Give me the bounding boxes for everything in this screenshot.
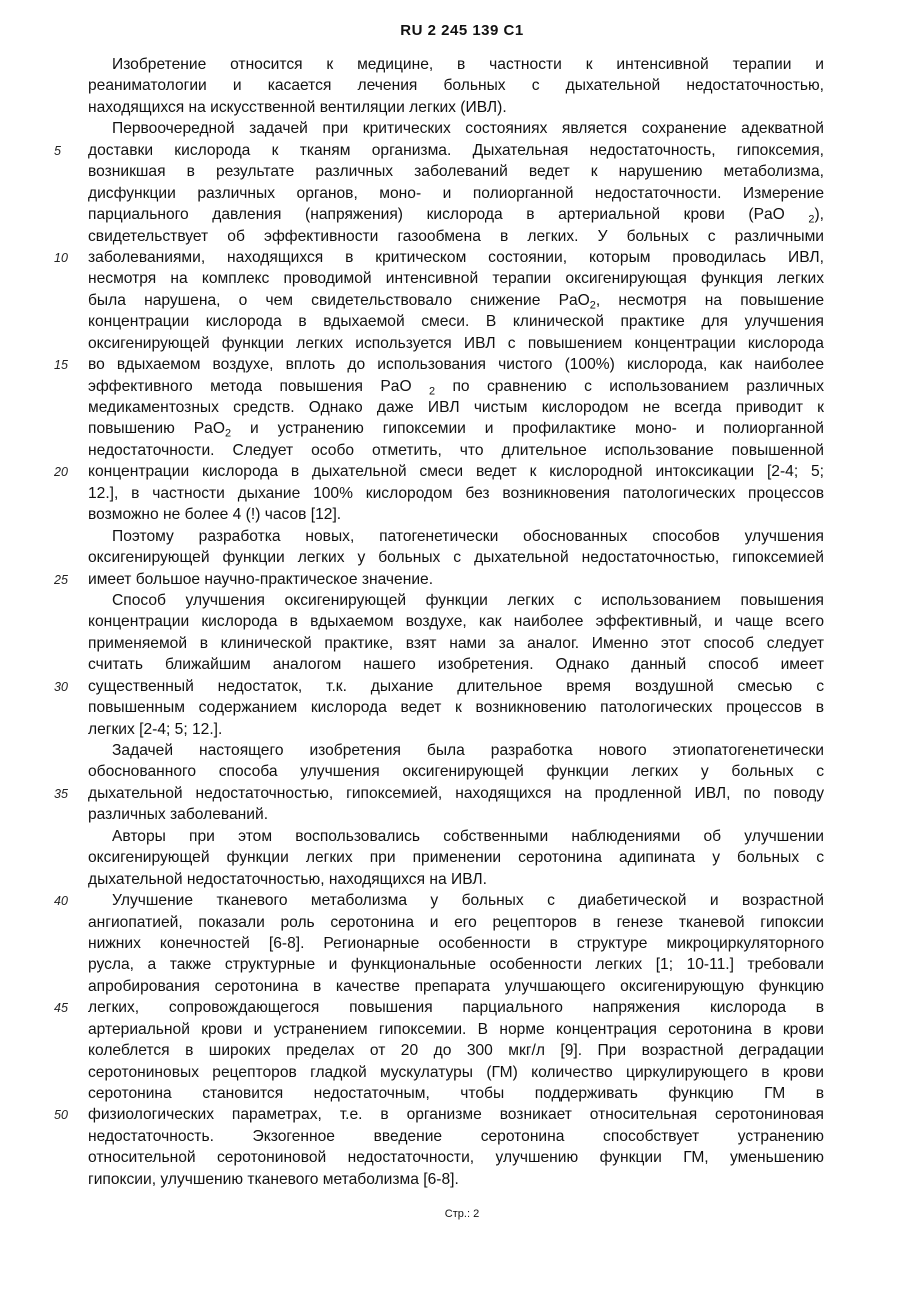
line-text: находящихся на искусственной вентиляции легких (ИВЛ). xyxy=(88,98,507,116)
line-text: недостаточность. Экзогенное введение серотонина способствует устранению xyxy=(88,1127,824,1145)
line-number: 40 xyxy=(54,894,68,909)
text-line xyxy=(54,569,824,590)
text-line xyxy=(88,719,824,740)
text-line xyxy=(88,268,824,289)
text-line xyxy=(88,954,824,975)
text-line xyxy=(88,440,824,461)
line-text: оксигенирующей функции легких у больных с дыхательной недостаточностью, гипоксемией xyxy=(88,549,824,567)
text-line xyxy=(88,697,824,718)
text-line xyxy=(88,933,824,954)
text-line xyxy=(88,869,824,890)
line-text: дисфункции различных органов, моно- и полиорганной недостаточности. Измерение xyxy=(88,184,824,202)
text-line xyxy=(88,611,824,632)
text-line xyxy=(88,1126,824,1147)
line-text: Задачей настоящего изобретения была разработка нового этиопатогенетически xyxy=(112,742,824,759)
text-line xyxy=(88,526,824,547)
line-text: медикаментозных средств. Однако даже ИВЛ чистым кислородом не всегда приводит к xyxy=(88,399,824,416)
text-line xyxy=(88,204,824,225)
line-text: повышению PaO$_2$ и устранению гипоксемии и профилактике моно- и полиорганной xyxy=(88,420,824,440)
line-text: серотонина становится недостаточным, чтобы поддерживать функцию ГМ в xyxy=(88,1085,824,1102)
line-text: артериальной крови и устранением гипоксемии. В норме концентрация серотонина в крови xyxy=(88,1020,824,1038)
text-line xyxy=(88,826,824,847)
line-number: 15 xyxy=(54,358,68,373)
text-line xyxy=(88,97,824,118)
patent-number-header: RU 2 245 139 C1 xyxy=(400,22,524,39)
line-text: физиологических параметрах, т.е. в организме возникает относительная серотониновая xyxy=(88,1106,824,1124)
line-text: 12.], в частности дыхание 100% кислородом без возникновения патологических процессов xyxy=(88,484,824,502)
text-line xyxy=(88,654,824,675)
line-text: применяемой в клинической практике, взят нами за аналог. Именно этот способ следует xyxy=(88,634,824,652)
line-text: русла, а также структурные и функциональные особенности легких [1; 10-11.] требовали xyxy=(88,956,824,974)
line-number: 30 xyxy=(54,679,68,694)
line-text: считать ближайшим аналогом нашего изобретения. Однако данный способ имеет xyxy=(88,656,824,674)
text-line xyxy=(88,290,824,311)
text-line xyxy=(88,1147,824,1168)
line-text: несмотря на комплекс проводимой интенсивной терапии оксигенирующая функция легких xyxy=(88,270,824,288)
line-text: Поэтому разработка новых, патогенетически обоснованных способов улучшения xyxy=(112,527,824,545)
line-text: Изобретение относится к медицине, в частности к интенсивной терапии и xyxy=(112,56,824,73)
line-text: концентрации кислорода в вдыхаемом воздухе, как наиболее эффективный, и чаще всего xyxy=(88,613,824,631)
text-line xyxy=(88,547,824,568)
line-text: доставки кислорода к тканям организма. Дыхательная недостаточность, гипоксемия, xyxy=(88,141,824,159)
text-line xyxy=(88,504,824,525)
line-text: дыхательной недостаточностью, находящихся на ИВЛ. xyxy=(88,870,487,888)
text-line xyxy=(88,804,824,825)
line-text: возможно не более 4 (!) часов [12]. xyxy=(88,506,342,524)
text-line xyxy=(88,761,824,782)
text-line xyxy=(54,140,824,161)
text-line xyxy=(54,676,824,697)
line-text: существенный недостаток, т.к. дыхание длительное время воздушной смесью с xyxy=(88,677,824,695)
line-text: дыхательной недостаточностью, гипоксемией, находящихся на продленной ИВЛ, по поводу xyxy=(88,784,824,802)
line-text: обоснованного способа улучшения оксигенирующей функции легких у больных с xyxy=(88,763,824,781)
line-text: концентрации кислорода в дыхательной смеси ведет к кислородной интоксикации [2-4; 5; xyxy=(88,463,824,481)
text-line xyxy=(88,1083,824,1104)
line-text: легких, сопровождающегося повышения парциального напряжения кислорода в xyxy=(88,999,824,1017)
line-text: парциального давления (напряжения) кислорода в артериальной крови (PaO $_2$), xyxy=(88,206,824,226)
line-text: серотониновых рецепторов гладкой мускулатуры (ГМ) количество циркулирующего в крови xyxy=(88,1063,824,1081)
text-line xyxy=(88,376,824,397)
line-text: реаниматологии и касается лечения больных с дыхательной недостаточностью, xyxy=(88,77,824,95)
text-line xyxy=(54,461,824,482)
text-line xyxy=(88,912,824,933)
text-line xyxy=(88,483,824,504)
line-text: колеблется в широких пределах от 20 до 300 мкг/л [9]. При возрастной деградации xyxy=(88,1042,824,1060)
text-line xyxy=(88,226,824,247)
line-text: была нарушена, о чем свидетельствовало снижение PaO$_2$, несмотря на повышение xyxy=(88,291,824,312)
line-text: апробирования серотонина в качестве препарата улучшающего оксигенирующую функцию xyxy=(88,977,824,995)
line-text: Улучшение тканевого метаболизма у больных с диабетической и возрастной xyxy=(112,892,824,910)
text-line xyxy=(88,418,824,439)
text-line xyxy=(88,590,824,611)
text-line xyxy=(88,397,824,418)
line-number: 35 xyxy=(54,786,68,801)
line-text: заболеваниями, находящихся в критическом состоянии, которым проводилась ИВЛ, xyxy=(88,248,824,266)
line-number: 20 xyxy=(54,465,68,480)
line-text: относительной серотониновой недостаточности, улучшению функции ГМ, уменьшению xyxy=(88,1149,824,1167)
text-line xyxy=(88,311,824,332)
line-text: свидетельствует об эффективности газообмена в легких. У больных с различными xyxy=(88,227,824,245)
text-line xyxy=(54,354,824,375)
line-text: гипоксии, улучшению тканевого метаболизма [6-8]. xyxy=(88,1170,459,1188)
document-body xyxy=(54,54,824,1190)
line-text: Авторы при этом воспользовались собственными наблюдениями об улучшении xyxy=(112,827,824,845)
line-text: ангиопатией, показали роль серотонина и его рецепторов в генезе тканевой гипоксии xyxy=(88,913,824,931)
text-line xyxy=(88,633,824,654)
line-number: 50 xyxy=(54,1108,68,1123)
text-line xyxy=(88,740,824,761)
text-line xyxy=(88,118,824,139)
line-number: 5 xyxy=(54,143,61,158)
line-text: легких [2-4; 5; 12.]. xyxy=(88,720,223,738)
text-line xyxy=(88,1040,824,1061)
line-text: повышенным содержанием кислорода ведет к возникновению патологических процессов в xyxy=(88,699,824,717)
line-text: во вдыхаемом воздухе, вплоть до использования чистого (100%) кислорода, как наиболее xyxy=(88,356,824,374)
line-text: концентрации кислорода в вдыхаемой смеси. В клинической практике для улучшения xyxy=(88,313,824,331)
text-line xyxy=(54,247,824,268)
text-line xyxy=(88,333,824,354)
line-number: 45 xyxy=(54,1001,68,1016)
text-line xyxy=(88,1019,824,1040)
line-text: Первоочередной задачей при критических состояниях является сохранение адекватной xyxy=(112,120,824,138)
text-line xyxy=(88,847,824,868)
text-line xyxy=(88,976,824,997)
text-line xyxy=(88,54,824,75)
line-text: эффективного метода повышения PaO $_2$ по сравнению с использованием различных xyxy=(88,377,824,397)
line-text: недостаточности. Следует особо отметить, что длительное использование повышенной xyxy=(88,441,824,459)
line-text: возникшая в результате различных заболеваний ведет к нарушению метаболизма, xyxy=(88,163,824,181)
text-line xyxy=(54,1104,824,1125)
text-line xyxy=(88,75,824,96)
line-number: 25 xyxy=(54,572,68,587)
text-line xyxy=(88,1062,824,1083)
text-line xyxy=(88,1169,824,1190)
page-number-footer: Стр.: 2 xyxy=(444,1208,480,1220)
text-line xyxy=(54,783,824,804)
line-text: Способ улучшения оксигенирующей функции легких с использованием повышения xyxy=(112,591,824,609)
line-text: оксигенирующей функции легких используется ИВЛ с повышением концентрации кислорода xyxy=(88,334,824,352)
text-line xyxy=(88,183,824,204)
line-text: оксигенирующей функции легких при применении серотонина адипината у больных с xyxy=(88,849,824,867)
text-line xyxy=(54,890,824,911)
line-text: имеет большое научно-практическое значение. xyxy=(88,570,434,588)
text-line xyxy=(88,161,824,182)
line-number: 10 xyxy=(54,250,68,265)
line-text: нижних конечностей [6-8]. Регионарные особенности в структуре микроциркуляторного xyxy=(88,934,824,952)
text-line xyxy=(54,997,824,1018)
line-text: различных заболеваний. xyxy=(88,806,269,824)
